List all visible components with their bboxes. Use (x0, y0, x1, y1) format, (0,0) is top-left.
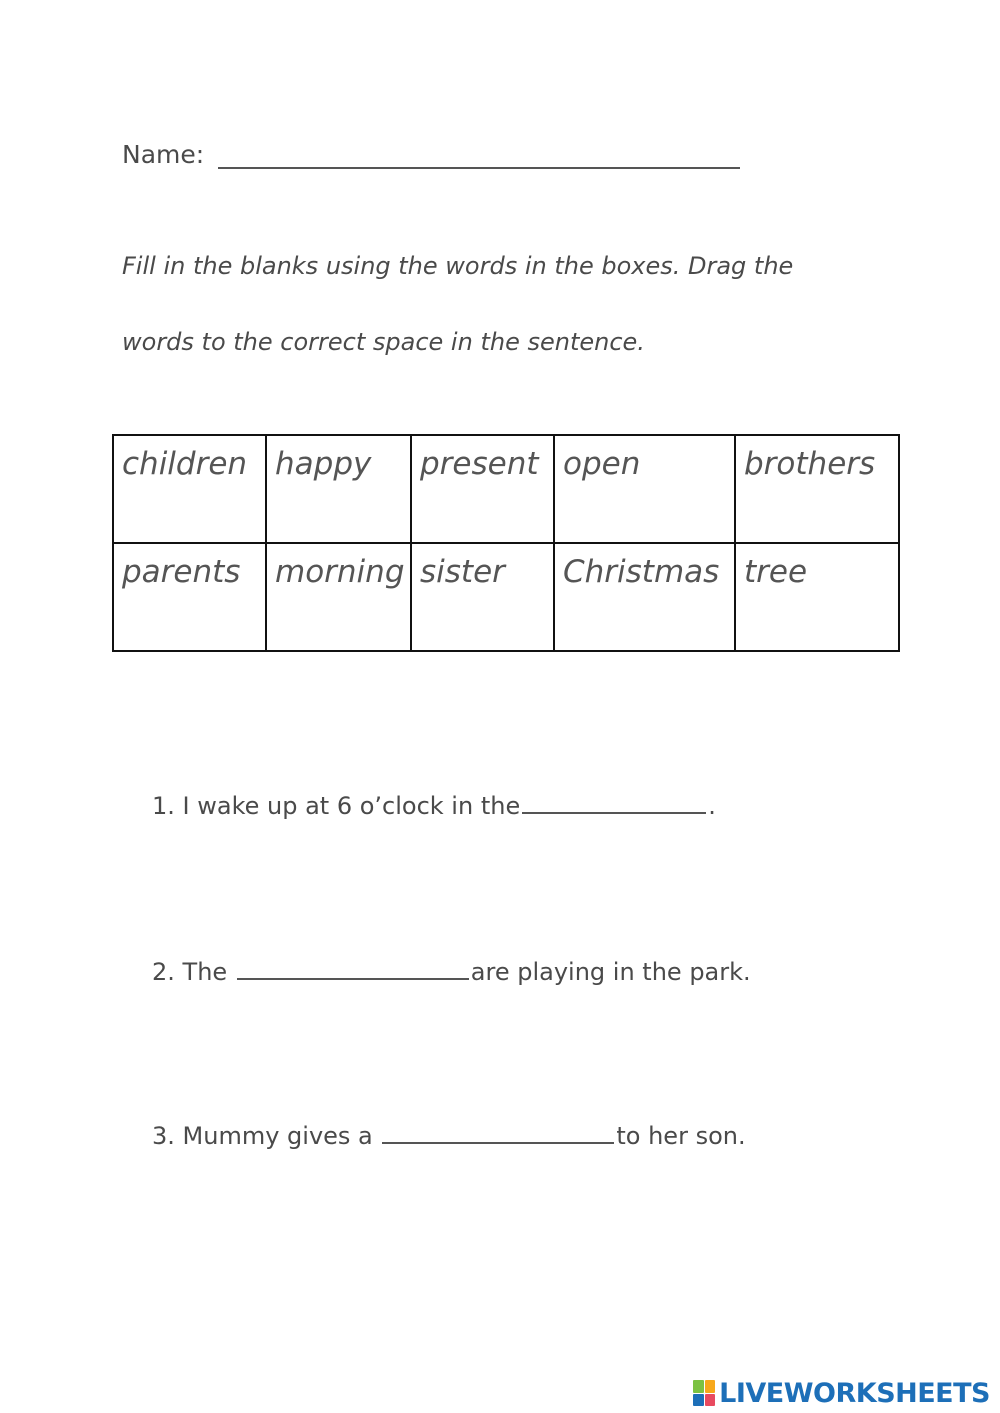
word-tile[interactable]: morning (266, 543, 411, 651)
instructions (122, 228, 862, 380)
question-2-drop-blank[interactable] (237, 954, 469, 980)
word-tile[interactable]: happy (266, 435, 411, 543)
logo-square (705, 1380, 716, 1393)
liveworksheets-logo (693, 1378, 990, 1408)
logo-square (705, 1394, 716, 1407)
word-tile[interactable]: open (554, 435, 735, 543)
word-tile[interactable]: parents (113, 543, 266, 651)
name-input-blank[interactable] (218, 141, 740, 169)
word-tile[interactable]: sister (411, 543, 554, 651)
question-2 (152, 954, 751, 986)
question-3-text-before: 3. Mummy gives a (152, 1122, 381, 1150)
word-tile[interactable]: brothers (735, 435, 899, 543)
name-label: Name: (122, 140, 205, 169)
logo-square (693, 1394, 704, 1407)
name-line (122, 140, 740, 169)
logo-square (693, 1380, 704, 1393)
word-tile[interactable]: Christmas (554, 543, 735, 651)
instructions-line-1: Fill in the blanks using the words in the boxes. Drag the (122, 252, 794, 280)
word-bank-row (113, 435, 899, 543)
word-tile[interactable]: tree (735, 543, 899, 651)
word-tile[interactable]: present (411, 435, 554, 543)
question-2-text-after: are playing in the park. (470, 958, 751, 986)
logo-mark-icon (693, 1380, 715, 1406)
question-1 (152, 788, 716, 820)
question-3 (152, 1118, 746, 1150)
question-2-text-before: 2. The (152, 958, 235, 986)
question-1-text-before: 1. I wake up at 6 o’clock in the (152, 792, 521, 820)
logo-text: LIVEWORKSHEETS (719, 1377, 990, 1409)
question-1-drop-blank[interactable] (522, 788, 706, 814)
word-bank-table (112, 434, 900, 652)
word-bank-row (113, 543, 899, 651)
instructions-line-2: words to the correct space in the sentence. (122, 328, 645, 356)
question-3-drop-blank[interactable] (382, 1118, 614, 1144)
question-1-text-after: . (708, 792, 716, 820)
question-3-text-after: to her son. (616, 1122, 746, 1150)
word-tile[interactable]: children (113, 435, 266, 543)
